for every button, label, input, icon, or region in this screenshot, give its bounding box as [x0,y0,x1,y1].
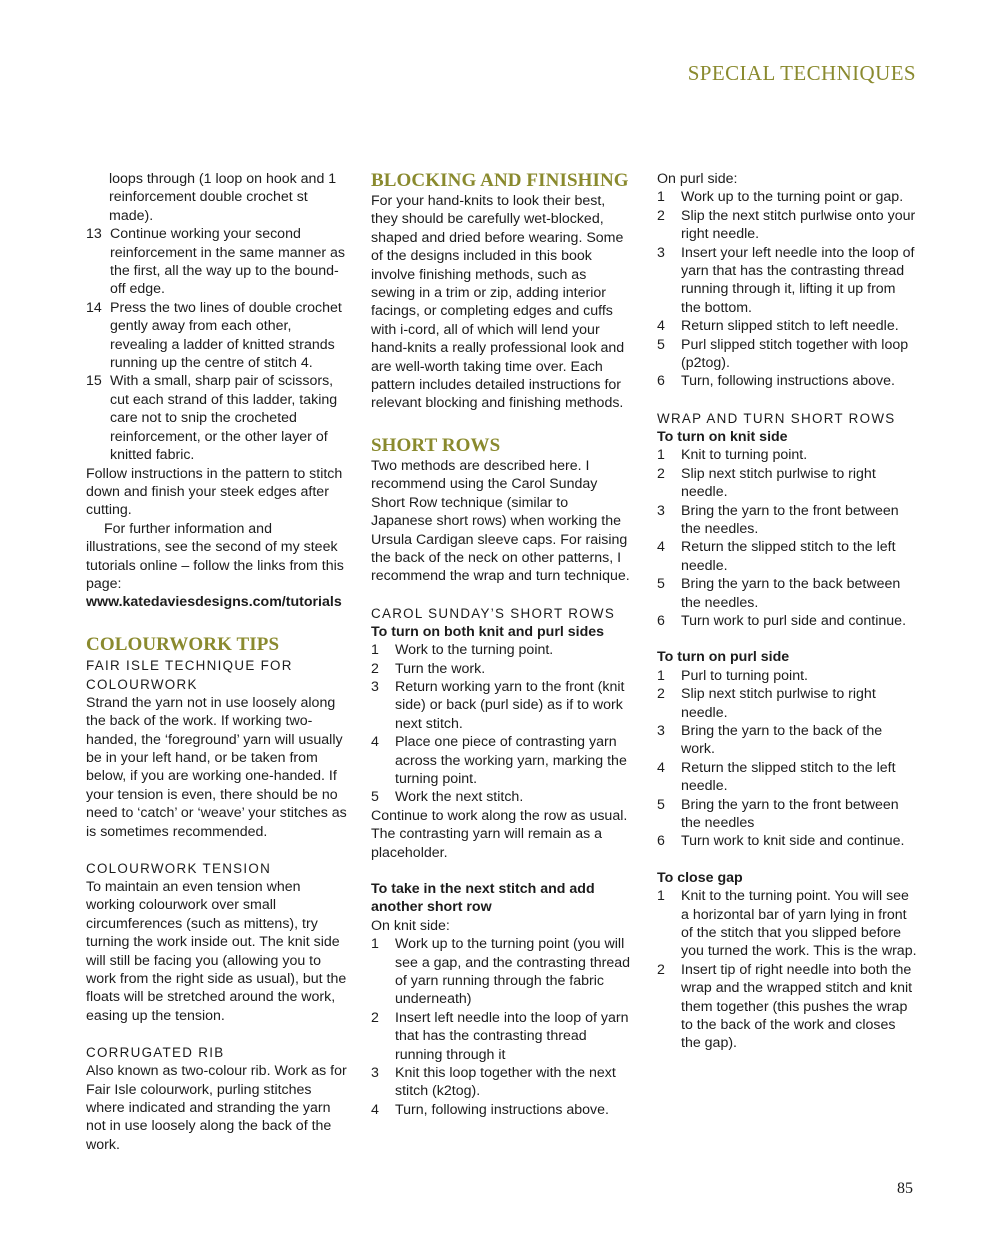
step-text: Insert tip of right needle into both the wrap and the wrapped stitch and knit them together (this pushes the wrap to the back of the work and closes the gap). [681,961,913,1052]
step-number: 15 [86,373,102,390]
step-item [657,336,919,373]
step-text: Turn work to purl side and continue. [681,612,907,629]
short-rows-text: Two methods are described here. I recommend using the Carol Sunday Short Row technique (similar to Japanese short rows) when working the Ursula Cardigan sleeve caps. For raising the back of the neck on other patterns, I recommend the wrap and turn technique. [371,457,630,585]
step-text: Return slipped stitch to left needle. [681,318,899,335]
step-number: 5 [657,576,665,593]
step-text: Turn the work. [395,660,486,677]
on-purl-side-label: On purl side: [657,171,738,187]
wrap-purl-steps-list [657,667,919,851]
step-number: 13 [86,226,102,243]
step-item [657,575,919,612]
step-item [371,935,633,1009]
step-item [657,685,919,722]
step-text: Slip next stitch purlwise to right needle. [681,465,876,501]
further-info-body: For further information and illustrations, see the second of my steek tutorials online – follow the links from this page: [86,520,344,592]
step-text: Turn, following instructions above. [395,1101,609,1118]
step-number: 3 [657,502,665,519]
step-number: 2 [657,207,665,224]
step-item [657,317,919,335]
step-item [657,887,919,961]
step-item [371,1009,633,1064]
step-text: Knit this loop together with the next stitch (k2tog). [395,1065,616,1100]
step-number: 3 [657,244,665,261]
step-text: Return the slipped stitch to the left needle. [681,539,896,574]
step-text: Purl to turning point. [681,667,808,684]
step-number: 2 [657,961,665,978]
step-item [657,188,919,206]
step-text: Return working yarn to the front (knit side) or back (purl side) as if to work next stitch. [395,678,625,732]
turn-knit-side-heading: To turn on knit side [657,428,788,445]
step-item [86,372,348,464]
step-number: 5 [657,796,665,813]
step-number: 3 [371,678,379,695]
blocking-finishing-heading: BLOCKING AND FINISHING [371,170,629,191]
step-text: Bring the yarn to the front between the needles [681,796,899,831]
step-item [657,244,919,318]
turn-purl-side-heading: To turn on purl side [657,649,790,666]
close-gap-heading: To close gap [657,869,743,886]
step-text: Work the next stitch. [395,789,524,806]
step-item [657,446,919,464]
knit-side-steps-list [371,935,633,1119]
continue-row-text: Continue to work along the row as usual. The contrasting yarn will remain as a placeholder. [371,807,628,861]
step-text: Turn work to knit side and continue. [681,833,905,850]
column-right [657,170,919,1053]
step-item [657,538,919,575]
fair-isle-heading: FAIR ISLE TECHNIQUE FOR COLOURWORK [86,657,293,692]
step-number: 4 [371,734,379,751]
step-text: Bring the yarn to the back between the needles. [681,576,901,611]
step-text: Continue working your second reinforcement in the same manner as the first, all the way up to the bound-off edge. [110,226,345,298]
step-number: 1 [371,642,379,659]
step-text: Work up to the turning point or gap. [681,189,904,206]
take-in-stitch-heading: To take in the next stitch and add another short row [371,881,595,916]
step-item [371,678,633,733]
further-info-text [86,520,348,612]
turn-both-steps-list [371,641,633,807]
step-item [657,372,919,390]
step-item [371,1064,633,1101]
step-number: 4 [657,318,665,335]
step-item [371,641,633,659]
step-item [657,502,919,539]
close-gap-steps-list [657,887,919,1053]
step-text: Return the slipped stitch to the left needle. [681,759,896,795]
step-item [657,796,919,833]
step-number: 1 [657,189,665,206]
step-number: 6 [657,373,665,390]
step-text: Slip next stitch purlwise to right needle. [681,686,876,721]
page-number: 85 [897,1180,913,1197]
column-middle [371,170,633,1119]
step-number: 1 [371,936,379,953]
tutorials-link[interactable]: www.katedaviesdesigns.com/tutorials [86,594,342,611]
step-item [657,667,919,685]
step-item [371,1101,633,1119]
step-number: 1 [657,667,665,684]
colourwork-tension-heading: COLOURWORK TENSION [86,861,272,876]
step-number: 5 [657,336,665,353]
section-title: SPECIAL TECHNIQUES [687,61,916,85]
step-number: 3 [371,1065,379,1082]
on-knit-side-label: On knit side: [371,917,450,934]
step-text: Press the two lines of double crochet gently away from each other, revealing a ladder of knitted strands running up the centre of stitch 4. [110,299,342,372]
step-item [657,961,919,1053]
steek-steps-list [86,225,348,464]
step-number: 2 [371,660,379,677]
follow-instructions-text: Follow instructions in the pattern to stitch down and finish your steek edges after cutting. [86,465,343,519]
step-number: 6 [657,612,665,629]
blocking-finishing-text: For your hand-knits to look their best, they should be carefully wet-blocked, shaped and dried before wearing. Some of the designs included in this book involve finishing methods, such as sewing in a trim or zip, adding interior facings, or completing edges and cuffs with i-cord, all of which will lend your hand-knits a really professional look and are well-worth taking time over. Each pattern includes detailed instructions for relevant blocking and finishing methods. [371,193,625,412]
step-item [86,299,348,373]
step-item [657,465,919,502]
step-number: 6 [657,833,665,850]
step-number: 3 [657,722,665,739]
corrugated-rib-heading: CORRUGATED RIB [86,1045,225,1061]
step-text: Bring the yarn to the front between the needles. [681,502,899,537]
short-rows-heading: SHORT ROWS [371,434,501,456]
step-item [657,832,919,850]
step-text: Knit to the turning point. You will see a horizontal bar of yarn lying in front of the stitch that you slipped before you turned the work. This is the wrap. [681,888,917,960]
column-left [86,170,348,1154]
colourwork-tips-heading: COLOURWORK TIPS [86,633,280,655]
step-item [657,612,919,630]
step-number: 1 [657,888,665,905]
step-number: 1 [657,447,665,464]
step-text: Place one piece of contrasting yarn across the working yarn, marking the turning point. [395,734,627,787]
fair-isle-text: Strand the yarn not in use loosely along the back of the work. If working two-handed, the ‘foreground’ yarn will usually be in your left hand, or be taken from below, if you are working one-handed. If your tension is even, there should be no need to ‘catch’ or ‘weave’ your stitches as is sometimes recommended. [86,694,347,840]
turn-both-sides-heading: To turn on both knit and purl sides [371,623,605,640]
carol-sunday-heading: CAROL SUNDAY’S SHORT ROWS [371,605,616,621]
step-text: Work up to the turning point (you will see a gap, and the contrasting thread of yarn running through the fabric underneath) [395,936,631,1008]
step-item [371,660,633,678]
step-item [657,722,919,759]
step-item [371,733,633,788]
step-text: Bring the yarn to the back of the work. [681,722,883,758]
step-number: 2 [657,465,665,482]
step-text: Insert your left needle into the loop of yarn that has the contrasting thread running through it, lifting it up from the bottom. [681,244,915,316]
step-item [86,225,348,299]
step-text: Insert left needle into the loop of yarn that has the contrasting thread running through it [395,1009,629,1063]
step-text: Slip the next stitch purlwise onto your right needle. [681,207,916,243]
step-item [371,788,633,806]
wrap-turn-heading: WRAP AND TURN SHORT ROWS [657,410,896,426]
continued-step-text: loops through (1 loop on hook and 1 reinforcement double crochet st made). [109,171,337,224]
colourwork-tension-text: To maintain an even tension when working colourwork over small circumferences (such as mittens), try turning the work inside out. The knit side will still be facing you (allowing you to work from the right side as usual), but the floats will be stretched around the work, easing up the tension. [86,879,347,1024]
step-number: 4 [371,1101,379,1118]
step-text: Knit to turning point. [681,447,808,464]
step-number: 14 [86,299,102,316]
purl-side-steps-list [657,188,919,390]
wrap-knit-steps-list [657,446,919,630]
step-text: Purl slipped stitch together with loop (p2tog). [681,336,909,372]
step-number: 5 [371,789,379,806]
step-text: Turn, following instructions above. [681,373,895,390]
step-item [657,759,919,796]
step-number: 4 [657,539,665,556]
step-text: Work to the turning point. [395,642,554,659]
step-text: With a small, sharp pair of scissors, cut each strand of this ladder, taking care not to snip the crocheted reinforcement, or the other layer of knitted fabric. [110,373,338,464]
step-item [657,207,919,244]
corrugated-rib-text: Also known as two-colour rib. Work as for Fair Isle colourwork, purling stitches where indicated and stranding the yarn not in use loosely along the back of the work. [86,1063,347,1153]
step-number: 2 [657,686,665,703]
step-number: 2 [371,1009,379,1026]
step-number: 4 [657,759,665,776]
